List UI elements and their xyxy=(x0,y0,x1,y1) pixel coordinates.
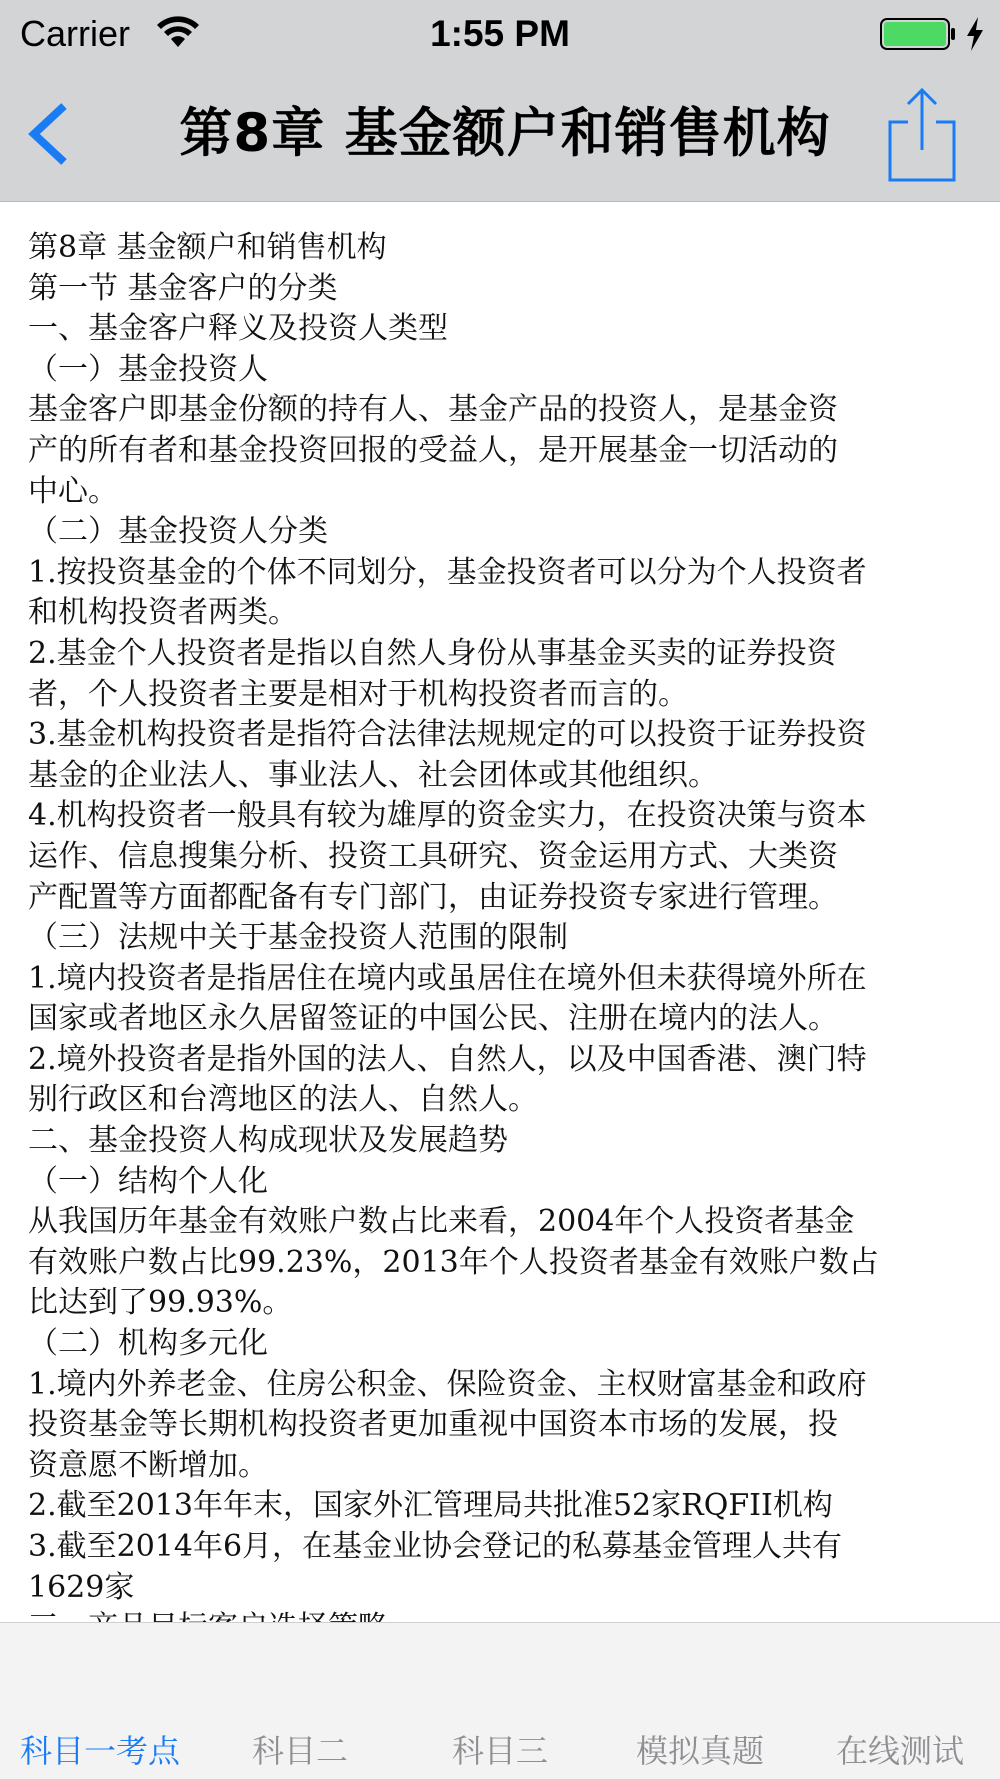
article-content[interactable] xyxy=(0,202,1000,1622)
article-line: 2.境外投资者是指外国的法人、自然人，以及中国香港、澳门特 xyxy=(28,1041,867,1077)
article-line: 有效账户数占比99.23%，2013年个人投资者基金有效账户数占 xyxy=(28,1244,879,1280)
charging-bolt-icon xyxy=(964,16,986,52)
tab-online-test[interactable]: 在线测试 xyxy=(835,1732,964,1770)
back-button[interactable] xyxy=(20,98,76,170)
article-line: 第8章 基金额户和销售机构 xyxy=(28,230,387,265)
article-line: 者，个人投资者主要是相对于机构投资者而言的。 xyxy=(28,676,688,712)
article-line: 3.截至2014年6月，在基金业协会登记的私募基金管理人共有 xyxy=(28,1529,843,1564)
article-line: 一、基金客户释义及投资人类型 xyxy=(28,311,448,347)
article-line: 基金客户即基金份额的持有人、基金产品的投资人，是基金资 xyxy=(28,392,838,428)
article-line: 1.境内投资者是指居住在境内或虽居住在境外但未获得境外所在 xyxy=(28,960,867,996)
status-bar xyxy=(0,0,1000,68)
article-line: 1629家 xyxy=(28,1569,135,1605)
article-line: 基金的企业法人、事业法人、社会团体或其他组织。 xyxy=(28,757,718,793)
page-title: 第8章 基金额户和销售机构 xyxy=(179,103,831,164)
article-line: 产配置等方面都配备有专门部门，由证券投资专家进行管理。 xyxy=(28,879,838,915)
article-line: （三）法规中关于基金投资人范围的限制 xyxy=(28,920,568,956)
article-line: 比达到了99.93%。 xyxy=(28,1285,293,1321)
share-button[interactable] xyxy=(884,86,960,186)
carrier-name: Carrier xyxy=(20,13,131,54)
article-line: （二）基金投资人分类 xyxy=(28,514,328,550)
article-line: 1.按投资基金的个体不同划分，基金投资者可以分为个人投资者 xyxy=(28,554,867,590)
article-line: （二）机构多元化 xyxy=(28,1326,268,1362)
article-line: 运作、信息搜集分析、投资工具研究、资金运用方式、大类资 xyxy=(28,838,838,874)
article-line: 产的所有者和基金投资回报的受益人，是开展基金一切活动的 xyxy=(28,432,838,468)
battery-icon xyxy=(880,18,956,50)
tab-mock-exam[interactable]: 模拟真题 xyxy=(635,1732,764,1770)
article-line: （一）基金投资人 xyxy=(28,351,268,387)
article-line: 中心。 xyxy=(28,473,118,509)
article-line: 和机构投资者两类。 xyxy=(28,595,298,631)
article-line: 第一节 基金客户的分类 xyxy=(28,270,338,306)
article-line: 3.基金机构投资者是指符合法律法规规定的可以投资于证券投资 xyxy=(28,717,867,753)
article-line: 资意愿不断增加。 xyxy=(28,1447,268,1483)
status-time: 1:55 PM xyxy=(430,13,570,54)
article-line: 二、基金投资人构成现状及发展趋势 xyxy=(28,1123,508,1159)
article-line: （一）结构个人化 xyxy=(28,1163,268,1199)
tab-subject-one[interactable]: 科目一考点 xyxy=(19,1732,180,1770)
tab-subject-two[interactable]: 科目二 xyxy=(251,1732,348,1770)
article-line: 2.截至2013年年末，国家外汇管理局共批准52家RQFII机构 xyxy=(28,1488,833,1524)
article-line: 4.机构投资者一般具有较为雄厚的资金实力，在投资决策与资本 xyxy=(28,798,867,834)
article-line: 从我国历年基金有效账户数占比来看，2004年个人投资者基金 xyxy=(28,1204,855,1240)
article-line: 2.基金个人投资者是指以自然人身份从事基金买卖的证券投资 xyxy=(28,635,837,671)
tab-subject-three[interactable]: 科目三 xyxy=(451,1732,548,1770)
article-line: 别行政区和台湾地区的法人、自然人。 xyxy=(28,1082,538,1118)
article-line: 投资基金等长期机构投资者更加重视中国资本市场的发展，投 xyxy=(28,1407,838,1443)
article-line: 国家或者地区永久居留签证的中国公民、注册在境内的法人。 xyxy=(28,1001,838,1037)
tab-bar xyxy=(0,1622,1000,1779)
article-text xyxy=(28,228,976,1649)
article-line: 1.境内外养老金、住房公积金、保险资金、主权财富基金和政府 xyxy=(28,1366,867,1402)
navigation-bar xyxy=(0,68,1000,202)
